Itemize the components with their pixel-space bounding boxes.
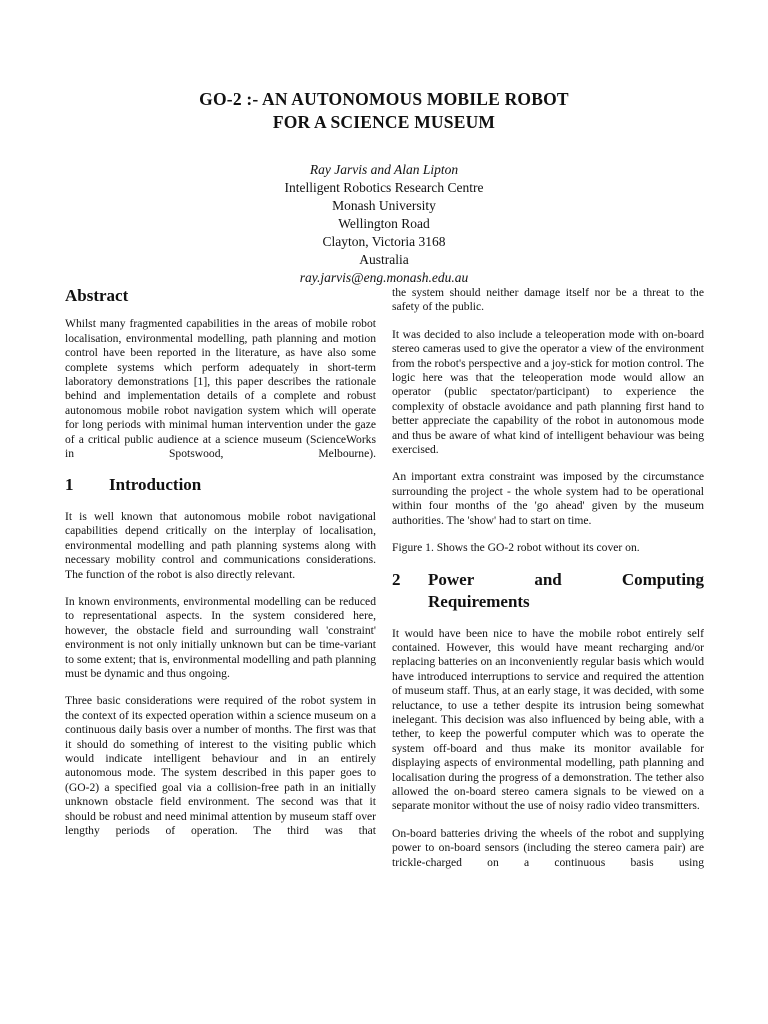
right-column — [392, 286, 704, 883]
left-column — [65, 286, 376, 851]
author-names: Ray Jarvis and Alan Lipton — [309, 162, 459, 177]
section-title: Introduction — [109, 475, 202, 495]
section-title-word: Power — [428, 569, 475, 589]
affiliation-line: Australia — [359, 252, 409, 267]
paragraph: It was decided to also include a teleoperation mode with on-board stereo cameras used to give the operator a view of the environment from the robot's perspective and a joy-stick for motion control. The logic here was that the teleoperation mode would allow an operator (public spectator/participant) to experience the complexity of obstacle avoidance and path planning first hand to better appreciate the capability of the robot in autonomous mode and thus be aware of what kind of intelligent behaviour was being exercised. — [392, 327, 704, 457]
paragraph: It would have been nice to have the mobile robot entirely self contained. However, this would have meant recharging and/or replacing batteries on an inconveniently regular basis which would have introduced interruptions to service and required the attention of museum staff. Thus, at an early stage, it was decided, with some reluctance, to use a tether despite its intrusion being somewhat inelegant. This decision was also influenced by being able, with a tether, to keep the powerful computer which was to operate the system off-board and thus make its monitor available for displaying aspects of environmental modelling, path planning and localisation during the progress of a demonstration. The tether also allowed the on-board stereo camera signals to be viewed on a separate monitor without the use of noisy radio video transmitters. — [392, 626, 704, 813]
title-line-2: FOR A SCIENCE MUSEUM — [272, 112, 496, 132]
affiliation-line: Monash University — [332, 198, 436, 213]
author-block — [0, 161, 768, 287]
figure-reference: Figure 1. Shows the GO-2 robot without its cover on. — [392, 541, 640, 555]
paragraph: It is well known that autonomous mobile robot navigational capabilities depend critically on the interplay of localisation, environmental modelling and path planning systems along with necessary mobility control and communications considerations. The function of the robot is also directly relevant. — [65, 509, 376, 581]
paragraph: An important extra constraint was imposed by the circumstance surrounding the project - the whole system had to be operational within four months of the 'go ahead' given by the museum authorities. The 'show' had to start on time. — [392, 470, 704, 527]
paper-header — [0, 88, 768, 287]
section-number: 1 — [65, 475, 74, 495]
section-title-word: Computing — [621, 569, 704, 589]
affiliation-line: Clayton, Victoria 3168 — [322, 234, 446, 249]
affiliation-line: Intelligent Robotics Research Centre — [284, 180, 484, 195]
author-email: ray.jarvis@eng.monash.edu.au — [299, 270, 469, 285]
paragraph: Three basic considerations were required of the robot system in the context of its expected operation within a science museum on a continuous daily basis over a number of months. The first was that it should do something of interest to the visiting public which would indicate intelligent behaviour and in an entirely autonomous mode. The system described in this paper goes to (GO-2) a specified goal via a collision-free path in an initially unknown obstacle field environment. The second was that it should be robust and need minimal attention by museum staff over lengthy periods of operation. The third was that — [65, 694, 376, 837]
abstract-heading: Abstract — [65, 286, 129, 305]
section-title-line: Requirements — [428, 591, 530, 611]
section-2-heading — [392, 569, 704, 613]
section-number: 2 — [392, 569, 401, 589]
abstract-text: Whilst many fragmented capabilities in the areas of mobile robot localisation, environmental modelling, path planning and motion control have been reported in the literature, as have also some complete systems which perform adequately in short-term laboratory demonstrations [1], this paper describes the rationale behind and implementation details of a complete and robust autonomous mobile robot navigation system which will operate for long periods with minimal human intervention under the gaze of a critical public audience at a science museum (ScienceWorks in Spotswood, Melbourne). — [65, 317, 376, 461]
paragraph: the system should neither damage itself nor be a threat to the safety of the public. — [392, 286, 704, 314]
affiliation-line: Wellington Road — [338, 216, 430, 231]
paragraph: In known environments, environmental modelling can be reduced to representational aspects. In the system considered here, however, the obstacle field and surrounding wall 'constraint' environment is not only initially unknown but can be time-variant to some extent; that is, environmental modelling and path planning must be dynamic and thus ongoing. — [65, 594, 376, 680]
section-title-word: and — [534, 569, 562, 589]
section-title — [428, 569, 704, 613]
title-line-1: GO-2 :- AN AUTONOMOUS MOBILE ROBOT — [199, 89, 569, 109]
section-1-heading — [65, 475, 376, 495]
paragraph: On-board batteries driving the wheels of the robot and supplying power to on-board sensors (including the stereo camera pair) are trickle-charged on a continuous basis using — [392, 826, 704, 869]
